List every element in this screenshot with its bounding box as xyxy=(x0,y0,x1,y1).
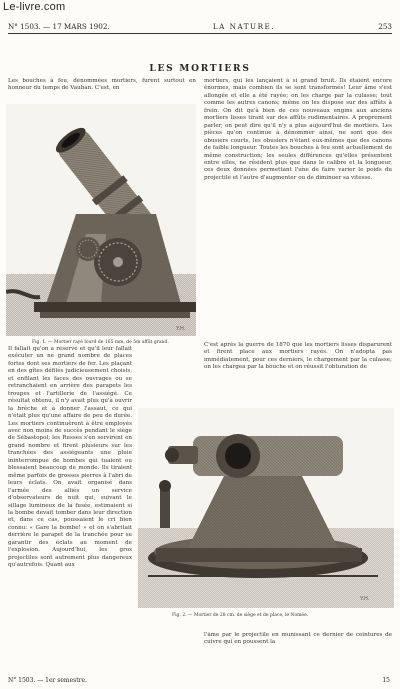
header-journal-name: LA NATURE. xyxy=(212,21,276,31)
header-rule xyxy=(8,33,392,34)
footer-issue: N° 1503. — 1er semestre. xyxy=(8,677,87,684)
figure-1-caption: Fig. 1. — Mortier rayé lourd de 165 mm, de 5m affût grand. xyxy=(32,340,169,345)
header-issue-date: N° 1503. — 17 MARS 1902. xyxy=(8,21,110,31)
svg-text:Y.H.: Y.H. xyxy=(176,326,186,332)
svg-text:Y.H.: Y.H. xyxy=(360,596,370,602)
page-footer xyxy=(8,676,390,685)
article-title: LES MORTIERS xyxy=(149,64,251,74)
article-text-col1-top: Les bouches à feu, dénommées mortiers, furent surtout en honneur du temps de Vauban. C'est, en xyxy=(8,78,196,92)
article-text-col2-top: mortiers, qui les lançaient à si grand bruit. Ils étaient encore énormes, mais combien ils se sont transformés! Leur âme s'est allongée et elle a été rayée; on les charge par la culasse; tout comme les autres canons; même on les dispose sur des affûts à frein. On dit qu'à bien de ces nouveaux engins aux anciens mortiers lisses tirant sur des affûts rudimentaires. A proprement parler, on peut dire qu'il n'y a plus aujourd'hui de mortiers. Les pièces qu'on continue à dénommer ainsi, ne sont que des obusiers courts, les obusiers n'étant eux-mêmes que des canons de faible longueur. Toutes les bouches à feu sont actuellement de même construction; les seules différences qu'elles présentent entre elles, ne résident plus que dans le calibre et la longueur, ces deux données permettant l'une de faire varier le poids du projectile et l'autre d'augmenter ou de diminuer sa vitesse. xyxy=(204,78,392,181)
article-text-col2-bottom: l'âme par le projectile en munissant ce dernier de ceintures de cuivre qui en poussent la xyxy=(204,632,392,646)
figure-1-mortar xyxy=(6,104,196,336)
article-text-col2-mid: C'est après la guerre de 1870 que les mortiers lisses disparurent et firent place aux mortiers rayés. On n'adopta pas immédiatement, pour ces derniers, le chargement par la culasse; on les chargea par la bouche et on réussit l'obturation de xyxy=(204,342,392,371)
header-page-number: 253 xyxy=(378,21,392,31)
article-text-col1-bottom: Il fallait qu'on a réservé et qu'il leur fallait exécuter un ne grand nombre de places fortes dont ses mortiers de fer. Les plaçant en des gîtes défilés judicieusement choisis, et enfilant les faces des ouvrages ou se retranchaient en arrière des parapets les troupes et l'artillerie de l'assiégé. Ce résultat obtenu, il n'y avait plus qu'à ouvrir la brèche et à donner l'assaut, ce qui n'était plus qu'une affaire de peu de durée. Les mortiers continuèrent à être employés avec non moins de succès pendant le siège de Sébastopol; les Russes s'en servirent en grand nombre et firent plusieurs sur les tranchées des assiégeants une pluie ininterrompue de bombes qui tuaient ou blessaient beaucoup de monde. Ils tiraient même parfois de grosses pierres à l'abri de leurs éclats. On avait organisé dans l'armée des alliés un service d'observateurs de nuit qui, suivant le sillage lumineux de la fusée, estimaient si la bombe devait tomber dans leur direction et, dans ce cas, poussaient le cri bien connu: « Gare la bombe! » et on s'abritait derrière le parapet de la tranchée pour se garantir des éclats au moment de l'explosion. Aujourd'hui, les gros projectiles sont autrement plus dangereux qu'autrefois. Quant aux xyxy=(8,346,132,569)
page-header xyxy=(8,20,392,32)
figure-2-siege-mortar xyxy=(138,408,394,608)
site-watermark[interactable]: Le-livre.com xyxy=(3,1,66,13)
figure-2-caption: Fig. 2. — Mortier de 28 cm. de siège et de place, le Nomée. xyxy=(172,613,309,618)
footer-signature: 15 xyxy=(382,677,390,684)
